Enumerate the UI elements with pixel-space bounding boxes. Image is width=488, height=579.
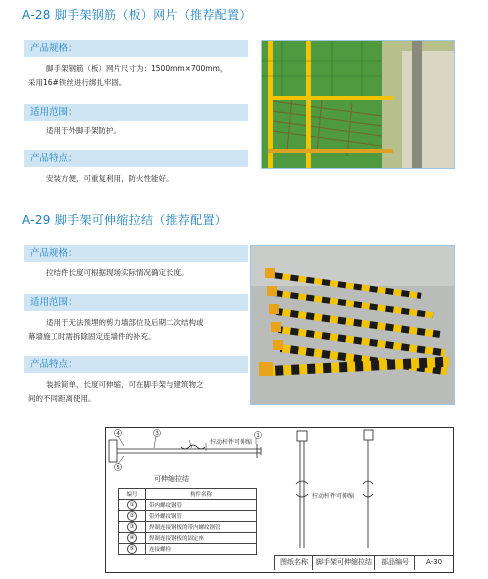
- scope-text-a28: 适用于外脚手架防护。: [46, 126, 121, 135]
- table-row: [119, 521, 257, 532]
- parts-header-name: 构件名称: [146, 489, 257, 500]
- svg-text:1: 1: [256, 433, 260, 439]
- svg-text:4: 4: [116, 431, 120, 437]
- spec-label-bar-a29: [24, 245, 248, 262]
- callout-right: 拧动杆件可伸缩: [312, 493, 355, 500]
- spec-label-bar-a28: [24, 40, 248, 57]
- parts-header-num: 编号: [119, 489, 146, 500]
- spec-text-a28-line1: 脚手架钢筋（板）网片尺寸为：1500mm×700mm，: [46, 64, 228, 73]
- part-name: 带内螺纹钢管: [146, 499, 257, 510]
- scope-label-bar-a28: [24, 104, 248, 121]
- scope-text-a29-line1: 适用于无法预埋的剪力墙部位及后期二次结构或: [46, 318, 204, 327]
- title-block-code-value: A-30: [414, 555, 453, 570]
- svg-text:5: 5: [116, 465, 120, 471]
- table-row: [119, 499, 257, 510]
- part-number: ④: [127, 533, 137, 543]
- title-block-name-value: 脚手架可伸缩拉结: [312, 555, 375, 570]
- spec-label: 产品规格：: [30, 248, 78, 259]
- part-name: 带外螺纹钢管: [146, 510, 257, 521]
- feature-text-a28: 安装方便，可重复利用，防火性能好。: [46, 174, 174, 183]
- title-block-code-label: 部品编号: [374, 555, 415, 570]
- feature-label: 产品特点：: [30, 153, 78, 164]
- technical-drawing: [105, 427, 454, 573]
- spec-label: 产品规格：: [30, 43, 78, 54]
- scaffold-mesh-photo: [261, 40, 455, 169]
- scope-label: 适用范围：: [30, 107, 78, 118]
- part-number: ③: [127, 522, 137, 532]
- feature-label-bar-a28: [24, 150, 248, 167]
- parts-table: [118, 488, 257, 555]
- part-name: 焊制连接钢板的带内螺纹钢管: [146, 521, 257, 532]
- part-name: 焊制连接钢板的固定座: [146, 532, 257, 543]
- feature-label: 产品特点：: [30, 359, 78, 370]
- feature-text-a29-line2: 间的不同距离使用。: [28, 394, 96, 403]
- feature-label-bar-a29: [24, 356, 248, 373]
- drawing-caption: 可伸缩拉结: [154, 475, 189, 483]
- svg-text:3: 3: [155, 431, 159, 437]
- spec-text-a28-line2: 采用16#铁丝进行绑扎牢固。: [28, 78, 127, 87]
- title-block-name-label: 图纸名称: [274, 555, 313, 570]
- scope-label: 适用范围：: [30, 297, 78, 308]
- table-row: [119, 543, 257, 554]
- table-row: [119, 510, 257, 521]
- part-name: 连接螺栓: [146, 543, 257, 554]
- part-number: ①: [127, 500, 137, 510]
- feature-text-a29-line1: 装拆简单，长度可伸缩，可在脚手架与建筑物之: [46, 380, 204, 389]
- scope-text-a29-line2: 幕墙施工时需拆除固定连墙件的补充。: [28, 332, 156, 341]
- callout-left: 拧动杆件可伸缩: [210, 439, 253, 446]
- part-number: ②: [127, 511, 137, 521]
- part-number: ⑤: [127, 544, 137, 554]
- section-title-a28: A-28 脚手架钢筋（板）网片（推荐配置）: [22, 8, 252, 22]
- section-title-a29: A-29 脚手架可伸缩拉结（推荐配置）: [22, 213, 228, 227]
- table-row: [119, 532, 257, 543]
- scope-label-bar-a29: [24, 294, 248, 311]
- telescopic-tie-photo: [250, 245, 455, 405]
- spec-text-a29: 拉结件长度可根据现场实际情况确定长度。: [46, 268, 189, 277]
